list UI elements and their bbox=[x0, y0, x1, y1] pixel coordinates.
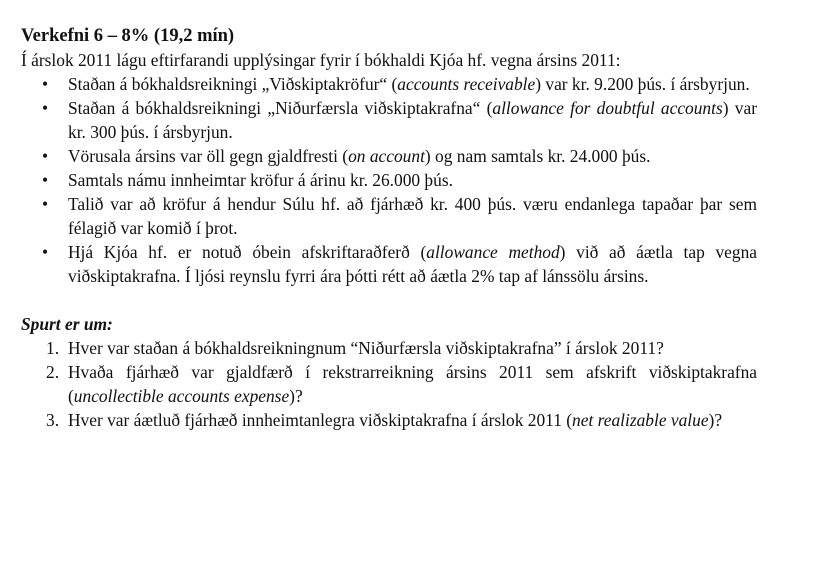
fact-item: • Staðan á bókhaldsreikningi „Viðskiptakröfur“ (accounts receivable) var kr. 9.200 þús. í ársbyrjun. bbox=[42, 74, 750, 94]
question-number: 1. bbox=[46, 338, 60, 358]
fact-item: • Talið var að kröfur á hendur Súlu hf. að fjárhæð kr. 400 þús. væru endanlega tapaðar þar sem félagið var komið í þrot. bbox=[42, 194, 757, 238]
question-item: 1. Hver var staðan á bókhaldsreikningnum “Niðurfærsla viðskiptakrafna” í árslok 2011? bbox=[46, 338, 664, 358]
questions-list bbox=[21, 336, 757, 432]
document-page bbox=[21, 24, 757, 432]
questions-heading: Spurt er um: bbox=[21, 314, 113, 334]
bullet-icon: • bbox=[42, 242, 49, 262]
intro-paragraph: Í árslok 2011 lágu eftirfarandi upplýsingar fyrir í bókhaldi Kjóa hf. vegna ársins 2011: bbox=[21, 50, 621, 70]
question-item: 3. Hver var áætluð fjárhæð innheimtanlegra viðskiptakrafna í árslok 2011 (net realizable value)? bbox=[46, 410, 723, 430]
bullet-icon: • bbox=[42, 74, 49, 94]
fact-item: • Samtals námu innheimtar kröfur á árinu kr. 26.000 þús. bbox=[42, 170, 453, 190]
task-title: Verkefni 6 – 8% (19,2 mín) bbox=[21, 26, 235, 46]
facts-list bbox=[21, 72, 757, 288]
fact-item: • Vörusala ársins var öll gegn gjaldfresti (on account) og nam samtals kr. 24.000 þús. bbox=[42, 146, 651, 166]
bullet-icon: • bbox=[42, 194, 49, 214]
question-item: 2. Hvaða fjárhæð var gjaldfærð í rekstrarreikning ársins 2011 sem afskrift viðskiptakrafna (uncollectible accounts expense)? bbox=[46, 362, 757, 406]
bullet-icon: • bbox=[42, 146, 49, 166]
fact-item: • Staðan á bókhaldsreikningi „Niðurfærsla viðskiptakrafna“ (allowance for doubtful accounts) var kr. 300 þús. í ársbyrjun. bbox=[42, 98, 757, 142]
question-number: 2. bbox=[46, 362, 60, 382]
bullet-icon: • bbox=[42, 98, 49, 118]
question-number: 3. bbox=[46, 410, 60, 430]
fact-item: • Hjá Kjóa hf. er notuð óbein afskriftaraðferð (allowance method) við að áætla tap vegna viðskiptakrafna. Í ljósi reynslu fyrri ára þótti rétt að áætla 2% tap af lánssölu ársins. bbox=[42, 242, 758, 286]
bullet-icon: • bbox=[42, 170, 49, 190]
